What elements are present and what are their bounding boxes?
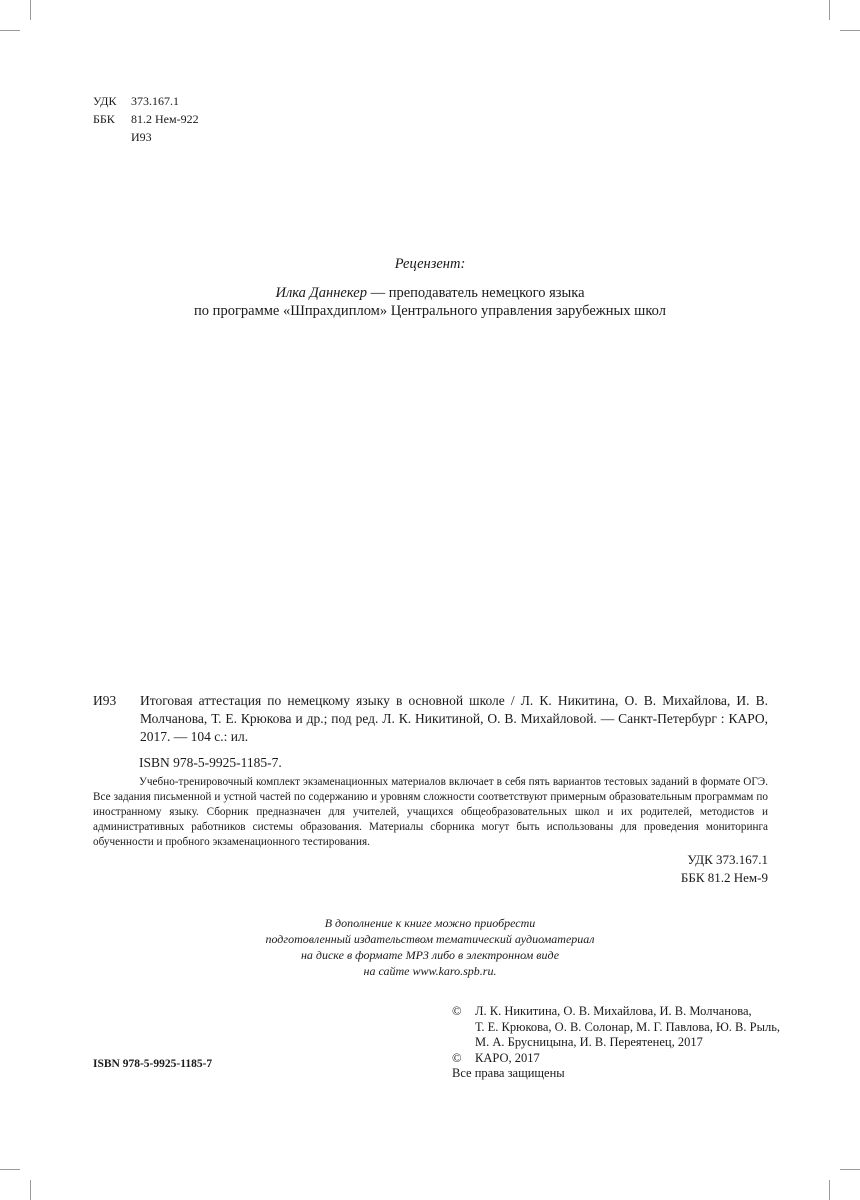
- copyright-authors-1: Л. К. Никитина, О. В. Михайлова, И. В. Молчанова,: [475, 1004, 752, 1018]
- supplement-line-3: на диске в формате МР3 либо в электронном виде: [300, 948, 560, 962]
- catalog-code: И93: [93, 693, 117, 708]
- supplement-notice: [0, 915, 860, 979]
- copyright-symbol-authors: ©: [452, 1004, 462, 1018]
- crop-mark-bottom-right-h: [840, 1169, 860, 1170]
- classification-right: [681, 851, 768, 887]
- bbk-value: 81.2 Нем-922: [131, 112, 199, 126]
- crop-mark-top-left: [30, 0, 31, 20]
- copyright-rights: Все права защищены: [452, 1066, 565, 1080]
- copyright-symbol-publisher: ©: [452, 1050, 462, 1065]
- crop-mark-bottom-right: [829, 1180, 830, 1200]
- bbk-right: ББК 81.2 Нем-9: [680, 870, 768, 885]
- supplement-line-1: В дополнение к книге можно приобрести: [324, 916, 536, 930]
- author-mark: И93: [131, 130, 152, 144]
- catalog-isbn: ISBN 978-5-9925-1185-7.: [139, 755, 282, 770]
- udk-value: 373.167.1: [131, 94, 179, 108]
- copyright-publisher: КАРО, 2017: [475, 1050, 540, 1065]
- catalog-entry: [93, 692, 768, 772]
- copyright-authors-3: М. А. Брусницына, И. В. Переятенец, 2017: [475, 1035, 703, 1049]
- copyright-authors-2: Т. Е. Крюкова, О. В. Солонар, М. Г. Павлова, Ю. В. Рыль,: [475, 1019, 781, 1034]
- reviewer-role: — преподаватель немецкого языка: [366, 285, 585, 301]
- classification-block: [93, 92, 199, 146]
- reviewer-body: [0, 284, 860, 320]
- crop-mark-top-left-h: [0, 30, 20, 31]
- supplement-line-4: на сайте www.karo.spb.ru.: [363, 964, 497, 978]
- reviewer-affiliation: по программе «Шпрахдиплом» Центрального управления зарубежных школ: [194, 303, 666, 319]
- udk-right: УДК 373.167.1: [687, 852, 768, 867]
- reviewer-title: Рецензент:: [394, 256, 466, 272]
- udk-label: УДК: [93, 94, 117, 108]
- reviewer-name: Илка Даннекер: [275, 285, 367, 301]
- crop-mark-top-right: [829, 0, 830, 20]
- copyright-block: [452, 1004, 780, 1082]
- abstract: Учебно-тренировочный комплект экзаменационных материалов включает в себя пять вариантов тестовых заданий в формате ОГЭ. Все задания письменной и устной частей по содержанию и уровням сложности соответствуют примерным образовательным программам по иностранному языку. Сборник предназначен для учителей, учащихся общеобразовательных школ и их родителей, методистов и административных работников системы образования. Материалы сборника могут быть использованы для проведения мониторинга обученности и пробного экзаменационного тестирования.: [93, 776, 768, 848]
- supplement-line-2: подготовленный издательством тематический аудиоматериал: [265, 932, 595, 946]
- crop-mark-bottom-left: [30, 1180, 31, 1200]
- isbn-bottom: ISBN 978-5-9925-1185-7: [93, 1058, 213, 1070]
- crop-mark-top-right-h: [840, 30, 860, 31]
- catalog-text: Итоговая аттестация по немецкому языку в основной школе / Л. К. Никитина, О. В. Михайлова, И. В. Молчанова, Т. Е. Крюкова и др.; под ред. Л. К. Никитиной, О. В. Михайловой. — Санкт-Петербург : КАРО, 2017. — 104 с.: ил.: [140, 693, 768, 744]
- crop-mark-bottom-left-h: [0, 1169, 20, 1170]
- bbk-label: ББК: [93, 112, 115, 126]
